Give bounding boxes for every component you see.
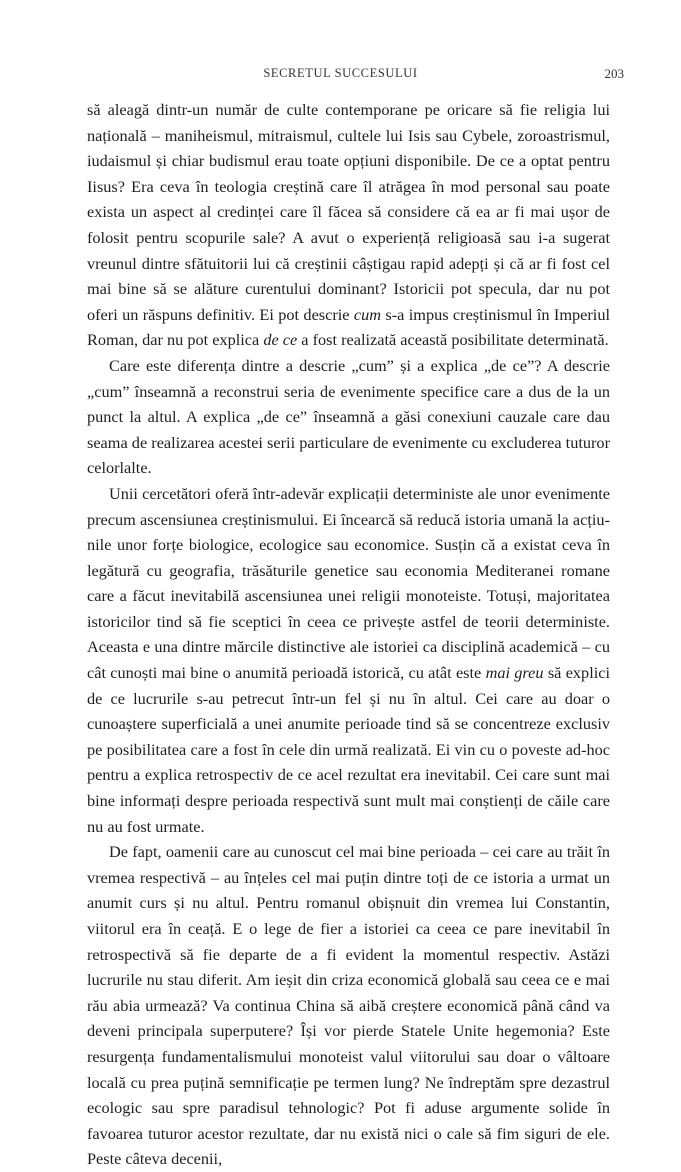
paragraph-1-text-c: a fost realizată această posibilitate determinată. [297,330,609,350]
running-title: SECRETUL SUCCESULUI [263,66,418,80]
paragraph-1 [87,97,610,353]
paragraph-1-text-b: s-a impus creștinismul în Imperiul Roman, dar nu pot explica [87,304,610,350]
paragraph-3-text-b: să explici de ce lucrurile s-au petrecut într-un fel și nu în altul. Cei care au doar o cunoaștere superficială a unei anumite perioade tind să se concentreze exclusiv pe posibilitatea care a fost în cele din urmă realizată. Ei vin cu o poveste ad-hoc pentru a explica retrospectiv de ce acel rezultat era inevitabil. Cei care sunt mai bine informați despre perioada respectivă sunt mult mai conștienți de căile care nu au fost urmate. [87,663,610,836]
paragraph-3-text-a: Unii cercetători oferă într-adevăr explicații deterministe ale unor evenimente precum ascensiunea creștinismului. Ei încearcă să reducă istoria umană la acțiunile unor forțe biologice, ecologice sau economice. Susțin că a existat ceva în legătură cu geografia, trăsăturile genetice sau economia Mediteranei romane care a făcut inevitabilă ascensiunea unei religii monoteiste. Totuși, majoritatea istoricilor tind să fie sceptici în ceea ce privește astfel de teorii deterministe. Aceasta e una dintre mărcile distinctive ale istoriei ca disciplină academică – cu cât cunoști mai bine o anumită perioadă istorică, cu atât este [87,483,610,683]
paragraph-1-text-a: să aleagă dintr-un număr de culte contemporane pe oricare să fie religia lui națională – maniheismul, mitraismul, cultele lui Isis sau Cybele, zoroastrismul, iudaismul și chiar budismul erau toate opțiuni disponibile. De ce a optat pentru Iisus? Era ceva în teologia creștină care îl atrăgea în mod personal sau poate exista un aspect al credinței care îl făcea să considere că ea ar fi mai ușor de folosit pentru scopurile sale? A avut o experiență religioasă sau i-a sugerat vreunul dintre sfătuitorii lui că creștinii câștigau rapid adepți și că ar fi fost cel mai bine să se alăture curentului dominant? Istoricii pot specula, dar nu pot oferi un răspuns definitiv. Ei pot descrie [87,100,610,324]
paragraph-2: Care este diferența dintre a descrie „cum” și a explica „de ce”? A descrie „cum” înseamnă a reconstrui seria de evenimente specifice care a dus de la un punct la altul. A explica „de ce” înseamnă a găsi conexiuni cauzale care dau seama de realizarea acestei serii particulare de evenimente cu excluderea tuturor celorlalte. [87,355,610,478]
emphasis-mai-greu: mai greu [485,663,544,683]
emphasis-de-ce: de ce [263,330,298,350]
body-text [87,97,610,1172]
paragraph-4: De fapt, oamenii care au cunoscut cel mai bine perioada – cei care au trăit în vremea respectivă – au înțeles cel mai puțin dintre toți de ce istoria a urmat un anumit curs și nu altul. Pentru romanul obișnuit din vremea lui Constantin, viitorul era în ceață. E o lege de fier a istoriei ca ceea ce pare inevitabil în retrospectivă să fie departe de a fi evident la momentul respectiv. Astăzi lucrurile nu stau diferit. Am ieșit din criza economică globală sau ceea ce e mai rău abia urmează? Va continua China să aibă creștere economică până când va deveni principala superputere? Își vor pierde Statele Unite hegemonia? Este resurgența fundamentalismului monoteist valul viitorului sau doar o vâltoare locală cu prea puțină semnificație pe termen lung? Ne îndreptăm spre dezastrul ecologic sau spre paradisul tehnologic? Pot fi aduse argumente solide în favoarea tuturor acestor rezultate, dar nu există nici o cale să fim siguri de ele. Peste câteva decenii, [87,842,610,1169]
page-number: 203 [604,66,624,81]
emphasis-cum: cum [353,304,382,324]
paragraph-3 [87,481,610,839]
